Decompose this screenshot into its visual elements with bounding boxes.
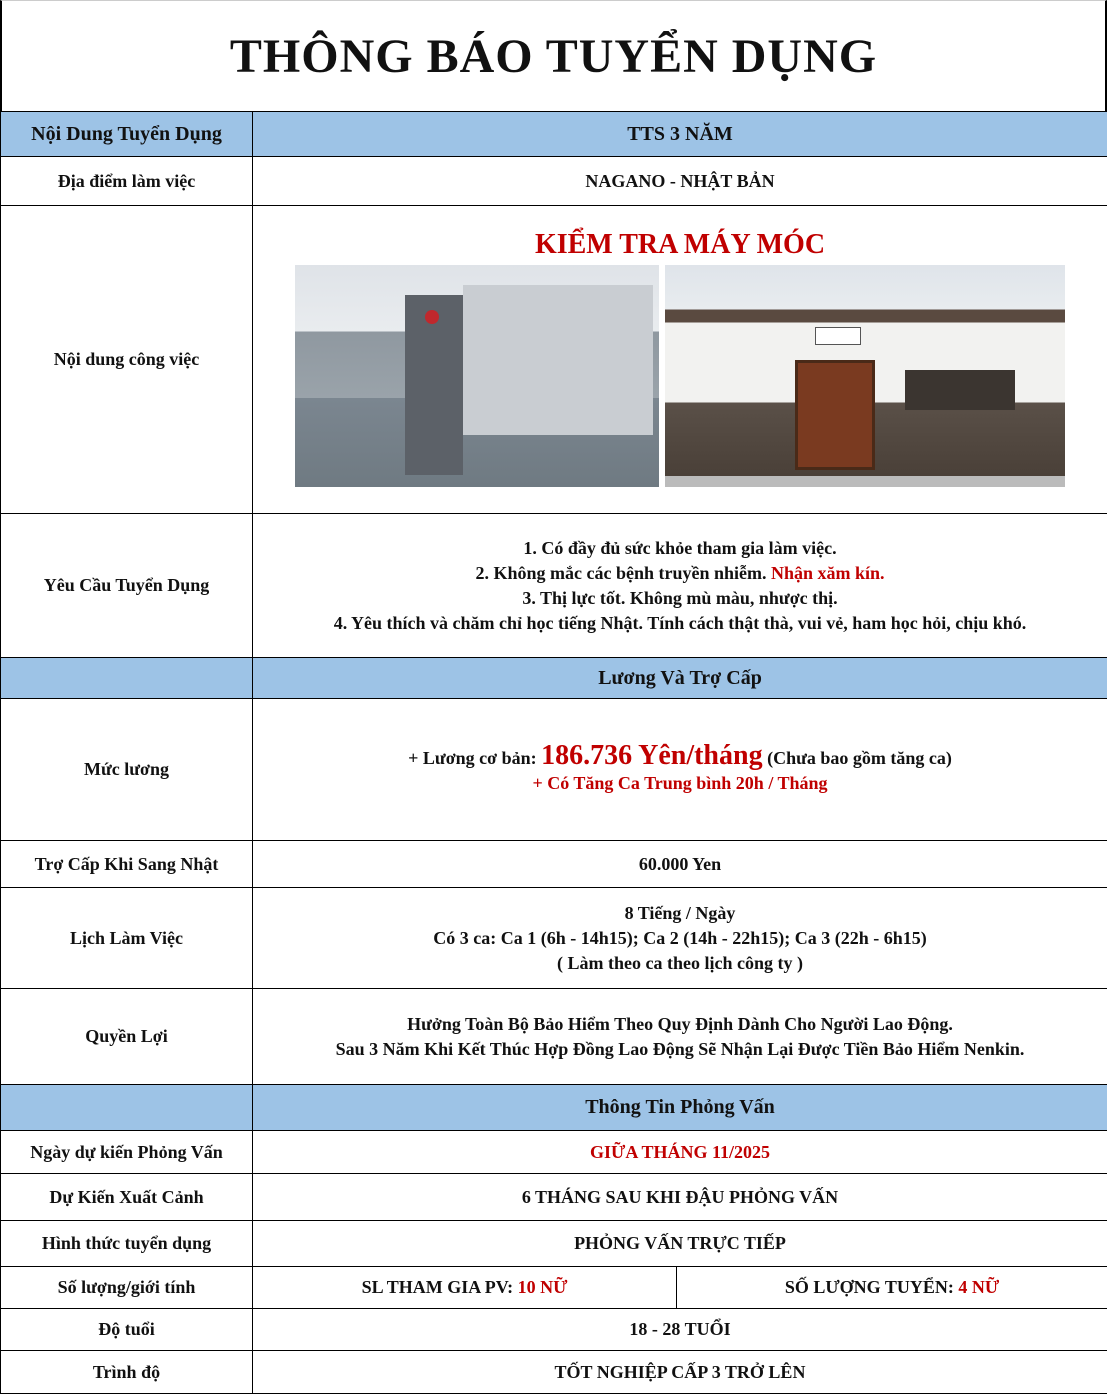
allowance-label: Trợ Cấp Khi Sang Nhật [1,841,253,888]
quantity-label: Số lượng/giới tính [1,1267,253,1309]
row-form [1,1221,1107,1267]
row-salary [1,699,1107,841]
job-title: KIỂM TRA MÁY MÓC [534,229,826,260]
row-schedule [1,888,1107,989]
participants-label: SL THAM GIA PV: [361,1277,518,1297]
benefit-2: Sau 3 Năm Khi Kết Thúc Hợp Đồng Lao Động Sẽ Nhận Lại Được Tiền Bảo Hiểm Nenkin. [335,1038,1025,1059]
schedule-shifts: Có 3 ca: Ca 1 (6h - 14h15); Ca 2 (14h - 22h15); Ca 3 (22h - 6h15) [433,927,927,948]
schedule-note: ( Làm theo ca theo lịch công ty ) [557,952,803,973]
job-label: Nội dung công việc [1,206,253,514]
form-value: PHỎNG VẤN TRỰC TIẾP [253,1221,1107,1267]
requirements-content [253,514,1107,658]
benefits-label: Quyền Lợi [1,989,253,1085]
hire-cell [677,1267,1107,1309]
row-location [1,157,1107,206]
salary-suffix: (Chưa bao gồm tăng ca) [762,748,952,768]
salary-line [253,740,1107,771]
interview-date-value: GIỮA THÁNG 11/2025 [253,1131,1107,1174]
interview-header: Thông Tin Phỏng Vấn [253,1085,1107,1131]
salary-amount: 186.736 Yên/tháng [541,740,763,771]
requirement-4: 4. Yêu thích và chăm chỉ học tiếng Nhật. Tính cách thật thà, vui vẻ, ham học hỏi, chịu khó. [333,612,1027,633]
location-label: Địa điểm làm việc [1,157,253,206]
schedule-hours: 8 Tiếng / Ngày [624,902,736,923]
row-quantity [1,1267,1107,1309]
building-photo [665,265,1065,487]
age-label: Độ tuổi [1,1309,253,1351]
requirement-3: 3. Thị lực tốt. Không mù màu, nhược thị. [522,587,838,608]
requirement-1: 1. Có đầy đủ sức khỏe tham gia làm việc. [523,537,837,558]
allowance-value: 60.000 Yen [253,841,1107,888]
salary-header: Lương Và Trợ Cấp [253,658,1107,699]
departure-value: 6 THÁNG SAU KHI ĐẬU PHỎNG VẤN [253,1174,1107,1221]
form-label: Hình thức tuyển dụng [1,1221,253,1267]
header-label: Nội Dung Tuyển Dụng [1,112,253,157]
education-value: TỐT NGHIỆP CẤP 3 TRỞ LÊN [253,1351,1107,1394]
row-interview-header [1,1085,1107,1131]
salary-prefix: + Lương cơ bản: [408,748,542,768]
requirements-label: Yêu Cầu Tuyển Dụng [1,514,253,658]
salary-header-blank [1,658,253,699]
page-title: THÔNG BÁO TUYỂN DỤNG [0,0,1107,111]
header-value: TTS 3 NĂM [253,112,1107,157]
location-value: NAGANO - NHẬT BẢN [253,157,1107,206]
salary-content [253,699,1107,841]
job-content [253,206,1107,514]
interview-date-label: Ngày dự kiến Phỏng Vấn [1,1131,253,1174]
age-value: 18 - 28 TUỔI [253,1309,1107,1351]
salary-label: Mức lương [1,699,253,841]
departure-label: Dự Kiến Xuất Cảnh [1,1174,253,1221]
row-salary-header [1,658,1107,699]
participants-cell [253,1267,677,1309]
benefits-content [253,989,1107,1085]
row-allowance [1,841,1107,888]
benefit-1: Hưởng Toàn Bộ Bảo Hiểm Theo Quy Định Dành Cho Người Lao Động. [407,1013,953,1034]
row-age [1,1309,1107,1351]
schedule-content [253,888,1107,989]
recruitment-table [0,111,1107,1394]
factory-photo [295,265,659,487]
hire-value: 4 NỮ [958,1277,1000,1297]
row-departure [1,1174,1107,1221]
participants-value: 10 NỮ [517,1277,568,1297]
education-label: Trình độ [1,1351,253,1394]
row-requirements [1,514,1107,658]
job-photos [253,265,1107,487]
row-benefits [1,989,1107,1085]
row-job [1,206,1107,514]
row-education [1,1351,1107,1394]
requirement-2-text: 2. Không mắc các bệnh truyền nhiễm. [475,562,771,583]
hire-label: SỐ LƯỢNG TUYỂN: [784,1277,959,1297]
interview-header-blank [1,1085,253,1131]
requirement-2-note: Nhận xăm kín. [770,562,885,583]
requirement-2 [253,561,1107,586]
row-interview-date [1,1131,1107,1174]
schedule-label: Lịch Làm Việc [1,888,253,989]
overtime-note: + Có Tăng Ca Trung bình 20h / Tháng [532,773,828,793]
row-header [1,112,1107,157]
